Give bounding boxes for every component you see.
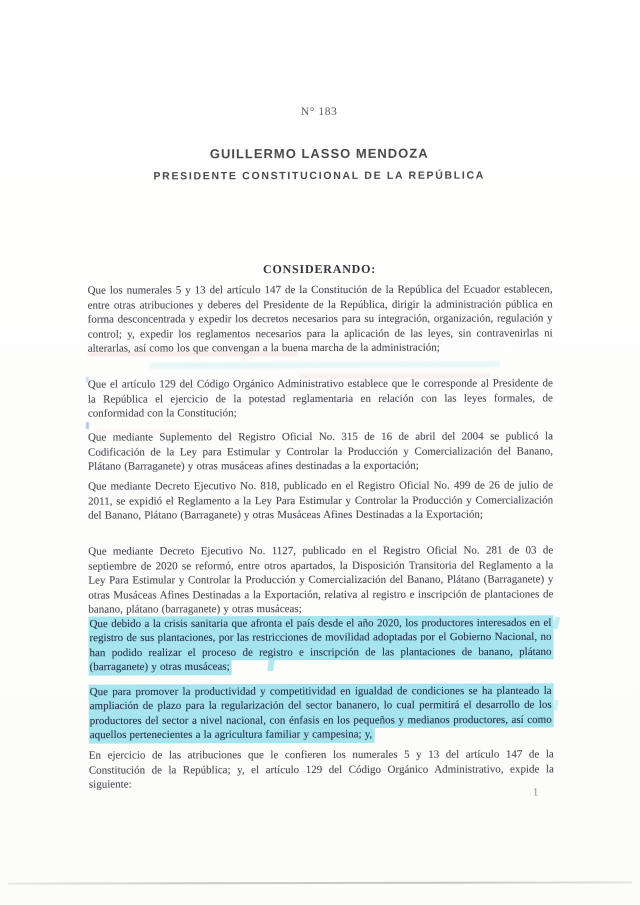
considerando-paragraph-5: Que mediante Decreto Ejecutivo No. 1127, publicado en el Registro Oficial No. 281 de 03 de septiembre de 2020 se reformó, entre otros apartados, la Disposición Transitoria del Reglamento a la Ley Para Estimular y Controlar la Producción y Comercialización del Banano, Plátano (Barraganete) y otras Musáceas Afines Destinadas a la Exportación, relativa al registro e inscripción de plantaciones de banano, plátano (barraganete) y otras musáceas; — [88, 544, 554, 616]
considerando-paragraph-4: Que mediante Decreto Ejecutivo No. 818, publicado en el Registro Oficial No. 499 de 26 de julio de 2011, se expidió el Reglamento a la Ley Para Estimular y Controlar la Producción y Comercialización del Banano, Plátano (Barraganete) y otras Musáceas Afines Destinadas a la Exportación; — [88, 479, 554, 522]
decree-number: N° 183 — [300, 105, 338, 119]
president-name: GUILLERMO LASSO MENDOZA — [209, 145, 429, 162]
highlight-mark: Que para promover la productividad y competitividad en igualdad de condiciones se ha planteado la ampliación de plazo para la regularización del sector bananero, lo cual permitirá el desarrollo de los productores del sector a nivel nacional, con énfasis en los pequeños y medianos productores, así como aquellos pertenecientes a la agricultura familiar y campesina; y, — [89, 683, 554, 743]
considerando-paragraph-1: Que los numerales 5 y 13 del artículo 147 de la Constitución de la República del Ecuador establecen, entre otras atribuciones y deberes del Presidente de la República, dirigir la administración pública en forma desconcentrada y expedir los decretos necesarios para su integración, organización, regulación y control; y, expedir los reglamentos necesarios para la aplicación de las leyes, sin contravenirlas ni alterarlas, así como los que convengan a la buena marcha de la administración; — [87, 283, 553, 355]
highlighted-paragraph-ampliacion-plazo — [89, 683, 554, 742]
highlight-mark: Que debido a la crisis sanitaria que afronta el país desde el año 2020, los productores interesados en el registro de sus plantaciones, por las restricciones de movilidad adoptadas por el Gobierno Nacional, no han podido realizar el proceso de registro e inscripción de las plantaciones de banano, plátano (barraganete) y otras musáceas; — [88, 615, 553, 675]
president-title: PRESIDENTE CONSTITUCIONAL DE LA REPÚBLICA — [153, 169, 486, 183]
considerando-paragraph-2: Que el artículo 129 del Código Orgánico Administrativo establece que le corresponde al Presidente de la República el ejercicio de la potestad reglamentaria en relación con las leyes formales, de conformidad con la Constitución; — [87, 377, 553, 420]
highlighted-paragraph-crisis-sanitaria — [88, 615, 553, 674]
considerando-heading: CONSIDERANDO: — [262, 261, 377, 277]
page-number: 1 — [532, 786, 539, 799]
considerando-paragraph-3: Que mediante Suplemento del Registro Oficial No. 315 de 16 de abril del 2004 se publicó la Codificación de la Ley para Estimular y Controlar la Producción y Comercialización del Banano, Plátano (Barraganete) y otras musáceas afines destinadas a la exportación; — [87, 430, 554, 473]
closing-paragraph: En ejercicio de las atribuciones que le confieren los numerales 5 y 13 del artículo 147 de la Constitución de la República; y, el artículo 129 del Código Orgánico Administrativo, expide la siguiente: — [88, 748, 554, 791]
